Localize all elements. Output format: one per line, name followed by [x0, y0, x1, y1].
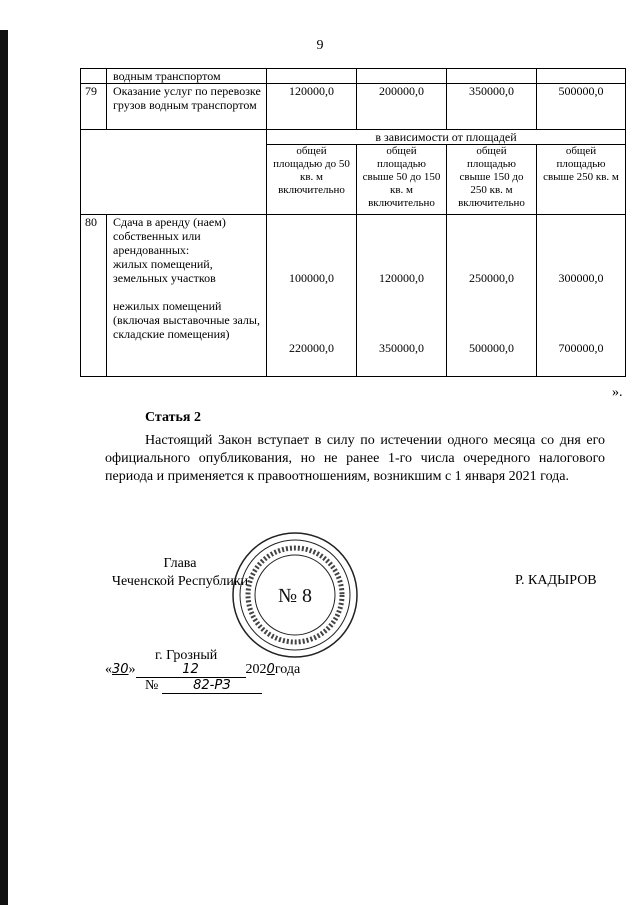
- row-80-sub2-value-2: 350000,0: [379, 341, 424, 355]
- city-name: г. Грозный: [155, 648, 218, 663]
- row-80-sub1-value-4: 300000,0: [558, 271, 604, 285]
- closing-quote: ».: [612, 385, 623, 400]
- row-79-num: 79: [81, 84, 107, 130]
- scan-edge-bar: [0, 30, 8, 905]
- table-header-row: [81, 130, 626, 145]
- official-seal: [230, 530, 360, 660]
- row-80-sub1: жилых помещений, земельных участков: [113, 257, 216, 285]
- handwritten-law-number: 82-РЗ: [162, 678, 262, 694]
- row-80-sub1-value-3: 250000,0: [469, 271, 514, 285]
- row-79-value-2: 200000,0: [357, 84, 447, 130]
- handwritten-year-digit: 0: [266, 662, 275, 677]
- tax-rate-table: [80, 68, 626, 377]
- row-79-value-4: 500000,0: [537, 84, 626, 130]
- row-79-value-1: 120000,0: [267, 84, 357, 130]
- area-col-2: общей площадью свыше 50 до 150 кв. м включительно: [357, 145, 447, 215]
- area-col-1: общей площадью до 50 кв. м включительно: [267, 145, 357, 215]
- row-80-desc-intro: Сдача в аренду (наем) собственных или арендованных:: [113, 215, 226, 257]
- row-80-num: 80: [81, 215, 107, 377]
- article-title: Статья 2: [145, 410, 201, 425]
- table-row: [81, 69, 626, 84]
- handwritten-day: 30: [112, 662, 129, 677]
- row-80-sub1-value-1: 100000,0: [289, 271, 334, 285]
- position-line-1: Глава: [163, 556, 197, 571]
- row-80-sub1-value-2: 120000,0: [379, 271, 424, 285]
- row-80-sub2: нежилых помещений (включая выставочные залы, складские помещения): [113, 299, 260, 341]
- row-79-value-3: 350000,0: [447, 84, 537, 130]
- position-line-2: Чеченской Республики: [111, 574, 249, 589]
- signatory-name: Р. КАДЫРОВ: [515, 573, 597, 588]
- area-header-title: в зависимости от площадей: [267, 130, 626, 145]
- seal-number: № 8: [277, 585, 313, 607]
- table-row: [81, 215, 626, 377]
- area-col-3: общей площадью свыше 150 до 250 кв. м включительно: [447, 145, 537, 215]
- row-80-sub2-value-3: 500000,0: [469, 341, 514, 355]
- area-col-4: общей площадью свыше 250 кв. м: [537, 145, 626, 215]
- law-number: № 82-РЗ: [145, 678, 262, 694]
- table-row: [81, 84, 626, 130]
- article-paragraph: Настоящий Закон вступает в силу по истечении одного месяца со дня его официального опубликования, но не ранее 1-го числа очередного налогового периода и применяется к правоотношениям, возникшим с 1 января 2021 года.: [105, 433, 605, 484]
- row-79-desc: Оказание услуг по перевозке грузов водным транспортом: [107, 84, 267, 130]
- handwritten-month: 12: [136, 662, 246, 678]
- article-body: [105, 432, 605, 486]
- row-80-sub2-value-4: 700000,0: [558, 341, 604, 355]
- row-prev-tail: водным транспортом: [107, 69, 267, 84]
- signing-date: «30» 12 2020года: [105, 662, 301, 677]
- page-number: 9: [316, 38, 324, 53]
- row-80-sub2-value-1: 220000,0: [289, 341, 334, 355]
